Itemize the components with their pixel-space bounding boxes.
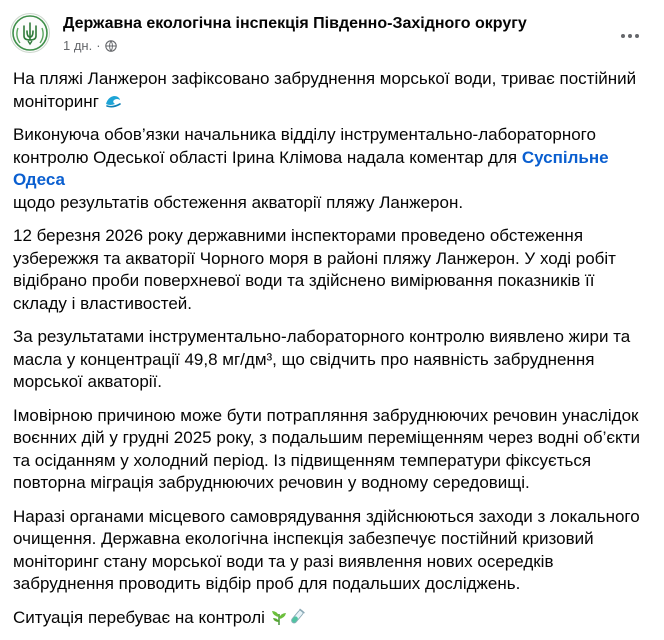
herb-emoji — [270, 608, 288, 626]
trident-emblem-logo — [11, 14, 49, 52]
post-timestamp[interactable]: 1 дн. — [63, 38, 93, 53]
page-name-link[interactable]: Державна екологічна інспекція Південно-Західного округу — [63, 15, 527, 32]
paragraph-7-text: Ситуація перебуває на контролі — [13, 607, 265, 627]
more-horizontal-icon — [621, 34, 625, 38]
water-wave-emoji — [104, 92, 122, 110]
post-header — [10, 8, 654, 60]
globe-icon[interactable] — [105, 40, 117, 52]
paragraph-3: 12 березня 2026 року державними інспекторами проведено обстеження узбережжя та акваторії Чорного моря в районі пляжу Ланжерон. У ході робіт відібрано проби поверхневої води та здійснено вимірювання показників її складу і властивостей. — [13, 226, 616, 313]
paragraph-7 — [13, 607, 653, 630]
more-options-button[interactable] — [612, 18, 648, 54]
post-body — [13, 68, 653, 640]
post-meta — [63, 38, 117, 54]
paragraph-6: Наразі органами місцевого самоврядування здійснюються заходи з локального очищення. Державна екологічна інспекція забезпечує постійний кризовий моніторинг стану морської води та у разі виявлення нових осередків забруднення проводить відбір проб для подальших досліджень. — [13, 506, 640, 593]
suspilne-odesa-link[interactable]: Суспільне Одеса — [13, 147, 609, 189]
paragraph-4: За результатами інструментально-лабораторного контролю виявлено жири та масла у концентрації 49,8 мг/дм³, що свідчить про наявність забруднення морської акваторії. — [13, 327, 631, 391]
paragraph-1-text: На пляжі Ланжерон зафіксовано забруднення морської води, триває постійний моніторинг — [13, 69, 637, 111]
paragraph-1 — [13, 68, 653, 113]
paragraph-2-text-after: щодо результатів обстеження акваторії пляжу Ланжерон. — [13, 192, 464, 212]
test-tube-emoji — [288, 608, 306, 626]
paragraph-2-text-before: Виконуюча обов’язки начальника відділу інструментально-лабораторного контролю Одеської області Ірина Клімова надала коментар для — [13, 125, 596, 167]
meta-separator: · — [96, 38, 101, 53]
more-dot — [635, 34, 639, 38]
more-dot — [628, 34, 632, 38]
page-avatar[interactable] — [10, 13, 50, 53]
paragraph-5: Імовірною причиною може бути потрапляння забруднюючих речовин унаслідок воєнних дій у грудні 2025 року, з подальшим переміщенням через водні об’єкти та осіданням у холодний період. Із підвищенням температури фіксується повторна міграція забруднюючих речовин у водному середовищі. — [13, 405, 640, 492]
paragraph-2 — [13, 124, 653, 214]
